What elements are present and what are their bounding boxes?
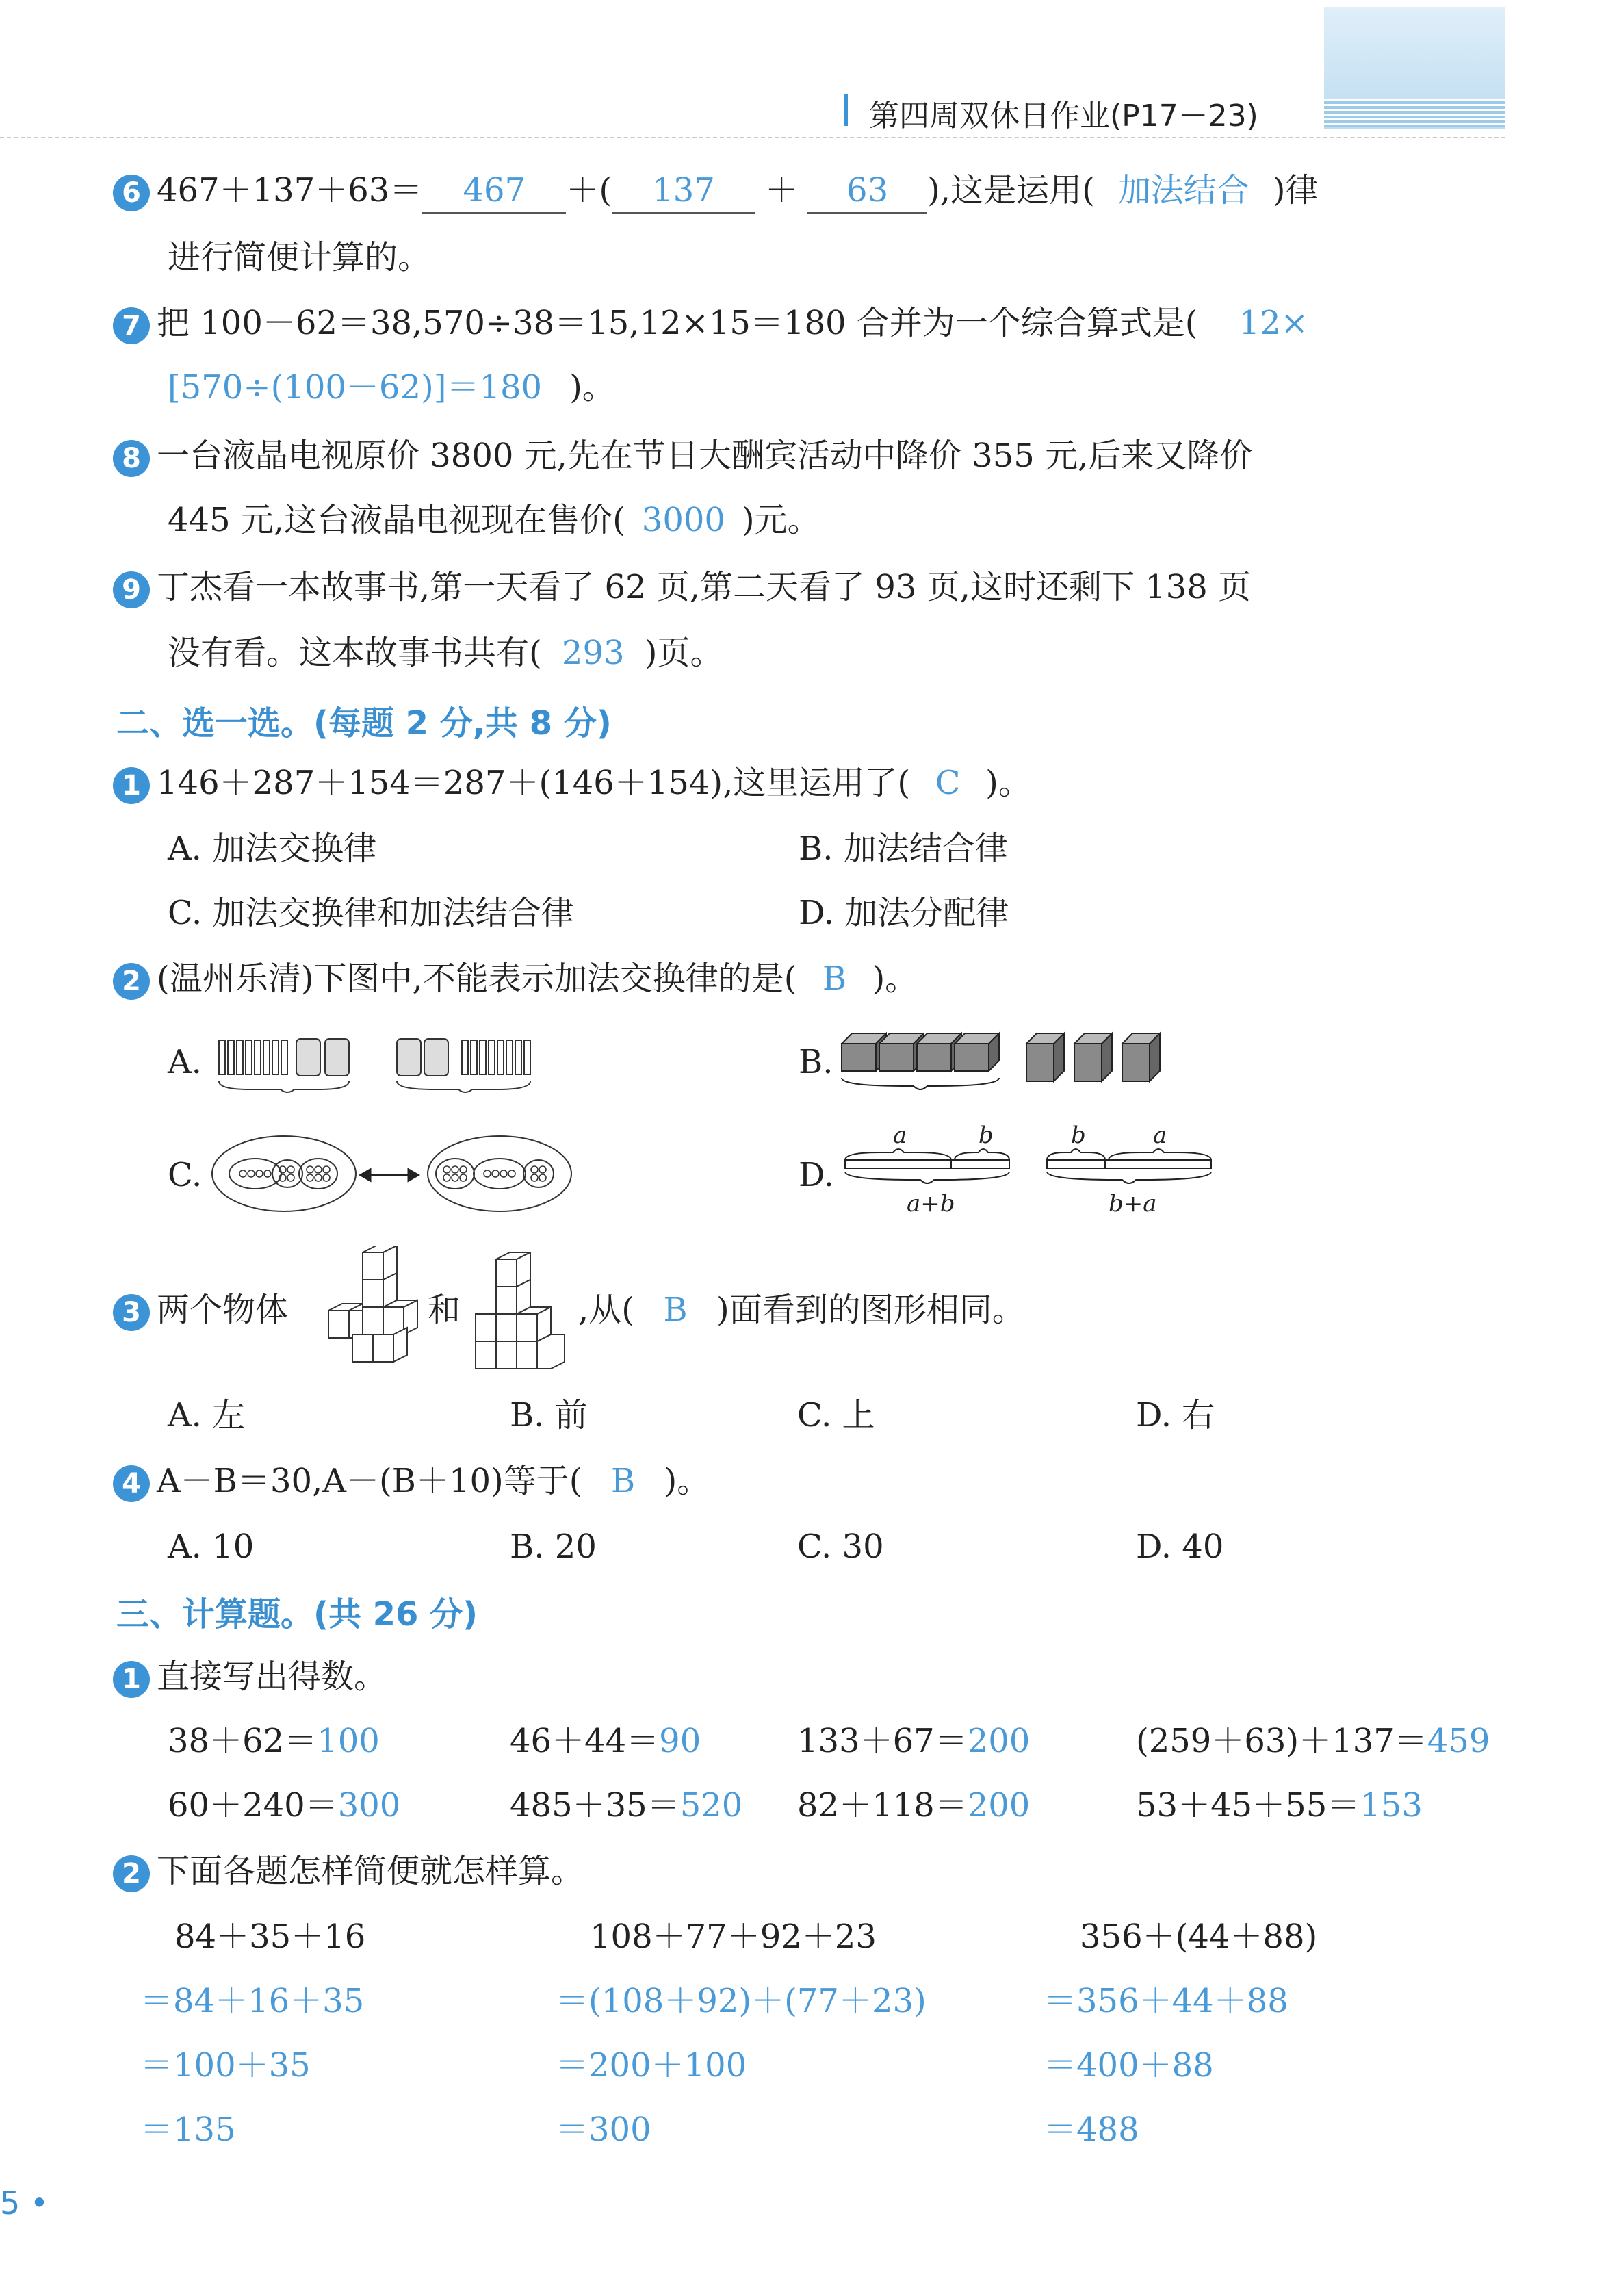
question-number-badge: 6 (113, 175, 150, 211)
header-stripes (1324, 7, 1505, 129)
simplify-step: ＝135 (140, 2111, 236, 2149)
fill-in-q8 (113, 434, 1252, 478)
s2-q4-option-c: C. 30 (797, 1527, 884, 1566)
s2-q3-tail: )面看到的图形相同。 (716, 1291, 1025, 1329)
s2-q3-option-d: D. 右 (1136, 1396, 1215, 1434)
segment-sum-left: a+b (907, 1190, 955, 1217)
q6-mid-1: ＋( (566, 171, 612, 209)
stacked-cubes-object-2 (462, 1252, 578, 1376)
oral-calc-item (1136, 1783, 1423, 1827)
oral-calc-answer: 100 (317, 1722, 380, 1760)
simplify-step: ＝100＋35 (140, 2046, 311, 2085)
s2-q3-mid2: ,从( (578, 1291, 634, 1329)
s3-q2 (113, 1849, 584, 1893)
s2-q3-option-c: C. 上 (797, 1396, 875, 1434)
s3-q1-text: 直接写出得数。 (157, 1657, 387, 1696)
s2-q1-option-c: C. 加法交换律和加法结合律 (168, 894, 574, 932)
s2-q3-mid: 和 (428, 1291, 461, 1329)
question-number-badge: 7 (113, 307, 150, 344)
q6-expr: 467＋137＋63＝ (157, 171, 423, 209)
header-bar-marker (844, 94, 848, 126)
s2-q1-option-d: D. 加法分配律 (799, 894, 1009, 932)
simplify-step: ＝200＋100 (556, 2046, 747, 2085)
question-number-badge: 8 (113, 440, 150, 477)
q7-line-2 (168, 365, 615, 409)
s2-q2-answer: B (822, 959, 847, 998)
q7-answer-part2: [570÷(100－62)]＝180 (168, 368, 543, 407)
s3-q2-text: 下面各题怎样简便就怎样算。 (157, 1852, 584, 1890)
oral-calc-answer: 90 (659, 1722, 701, 1760)
simplify-problem-expr: 84＋35＋16 (174, 1918, 366, 1956)
s2-q3-option-a: A. 左 (168, 1396, 246, 1434)
q7-text: 把 100－62＝38,570÷38＝15,12×15＝180 合并为一个综合算式是( (157, 304, 1198, 342)
oral-calc-item (168, 1719, 380, 1763)
oral-calc-answer: 200 (967, 1786, 1031, 1824)
section-2-title: 二、选一选。(每题 2 分,共 8 分) (116, 704, 612, 743)
s2-q2-label-c: C. (168, 1156, 203, 1194)
question-number-badge: 1 (113, 1661, 150, 1698)
page-number: 5 • (0, 2184, 49, 2221)
q6-answer: 加法结合 (1117, 171, 1249, 209)
question-number-badge: 2 (113, 963, 150, 1000)
oral-calc-answer: 459 (1427, 1722, 1490, 1760)
q9-line-2 (168, 631, 723, 675)
oral-calc-expr: 46＋44＝ (510, 1722, 660, 1760)
segment-sum-right: b+a (1109, 1190, 1157, 1217)
simplify-step: ＝84＋16＋35 (140, 1982, 365, 2020)
q6-tail: )律 (1272, 171, 1319, 209)
simplify-step: ＝488 (1044, 2111, 1139, 2149)
s2-q4-text: A－B＝30,A－(B＋10)等于( (157, 1462, 582, 1500)
s2-q3-rest (578, 1288, 1025, 1332)
pencil-bundles-figure (216, 1027, 558, 1102)
s2-q2-label-d: D. (799, 1156, 835, 1194)
s2-q4-option-a: A. 10 (168, 1527, 255, 1566)
segment-label-b-left: b (979, 1122, 994, 1149)
simplify-problem-expr: 108＋77＋92＋23 (590, 1918, 877, 1956)
oral-calc-expr: 60＋240＝ (168, 1786, 338, 1824)
simplify-problem-expr: 356＋(44＋88) (1080, 1918, 1318, 1956)
oral-calc-expr: (259＋63)＋137＝ (1136, 1722, 1427, 1760)
oral-calc-answer: 153 (1360, 1786, 1423, 1824)
q8-line-1: 一台液晶电视原价 3800 元,先在节日大酬宾活动中降价 355 元,后来又降价 (157, 437, 1253, 475)
segment-label-a-right: a (1153, 1122, 1167, 1149)
q6-mid-3: ),这是运用( (927, 171, 1095, 209)
simplify-step: ＝356＋44＋88 (1044, 1982, 1288, 2020)
question-number-badge: 3 (113, 1294, 150, 1331)
q8-line-2 (168, 498, 820, 542)
q9-line-2-pre: 没有看。这本故事书共有( (168, 634, 542, 672)
s2-q1-option-b: B. 加法结合律 (799, 829, 1008, 868)
oral-calc-answer: 200 (967, 1722, 1031, 1760)
oral-calc-expr: 38＋62＝ (168, 1722, 318, 1760)
segment-label-b-right: b (1071, 1122, 1086, 1149)
q9-line-1: 丁杰看一本故事书,第一天看了 62 页,第二天看了 93 页,这时还剩下 138 页 (157, 568, 1252, 606)
oral-calc-answer: 300 (337, 1786, 401, 1824)
q6-line-2: 进行简便计算的。 (168, 238, 431, 276)
s2-q4-option-d: D. 40 (1136, 1527, 1224, 1566)
line-segments-figure (838, 1122, 1235, 1225)
s3-q1 (113, 1655, 387, 1699)
oral-calc-item (510, 1719, 701, 1763)
oral-calc-item (797, 1719, 1030, 1763)
q6-blank-1: 467 (422, 168, 566, 214)
stacked-cubes-object-1 (322, 1246, 431, 1376)
q9-answer: 293 (561, 634, 625, 672)
s2-q4-answer: B (610, 1462, 636, 1500)
s2-q4-option-b: B. 20 (510, 1527, 597, 1566)
simplify-step: ＝(108＋92)＋(77＋23) (556, 1982, 927, 2020)
s2-q2 (113, 957, 918, 1001)
s2-q3-option-b: B. 前 (510, 1396, 588, 1434)
s2-q2-tail: )。 (872, 959, 918, 998)
question-number-badge: 1 (113, 767, 150, 804)
s2-q1-answer: C (935, 764, 961, 802)
q7-answer-part1: 12× (1239, 304, 1308, 342)
section-3-title: 三、计算题。(共 26 分) (116, 1595, 478, 1634)
s2-q2-text: (温州乐清)下图中,不能表示加法交换律的是( (157, 959, 797, 998)
oral-calc-item (797, 1783, 1030, 1827)
oral-calc-item (168, 1783, 400, 1827)
s2-q4 (113, 1459, 710, 1503)
fill-in-q6 (113, 168, 1319, 214)
oral-calc-expr: 133＋67＝ (797, 1722, 968, 1760)
oral-calc-expr: 82＋118＝ (797, 1786, 968, 1824)
question-number-badge: 4 (113, 1465, 150, 1502)
s2-q3-text: 两个物体 (157, 1291, 289, 1329)
s2-q1 (113, 761, 1031, 805)
fill-in-q7 (113, 301, 1308, 345)
oral-calc-expr: 485＋35＝ (510, 1786, 680, 1824)
question-number-badge: 9 (113, 571, 150, 608)
s2-q2-label-a: A. (168, 1043, 202, 1081)
q8-line-2-post: )元。 (741, 501, 820, 539)
q9-line-2-post: )页。 (644, 634, 723, 672)
oral-calc-item (510, 1783, 742, 1827)
oral-calc-expr: 53＋45＋55＝ (1136, 1786, 1360, 1824)
fill-in-q9 (113, 565, 1251, 609)
oral-calc-item (1136, 1719, 1490, 1763)
simplify-step: ＝400＋88 (1044, 2046, 1214, 2085)
question-number-badge: 2 (113, 1855, 150, 1892)
s2-q1-option-a: A. 加法交换律 (168, 829, 377, 868)
s2-q1-tail: )。 (985, 764, 1031, 802)
oral-calc-answer: 520 (679, 1786, 743, 1824)
q6-blank-2: 137 (612, 168, 755, 214)
q6-blank-3: 63 (807, 168, 927, 214)
s2-q2-label-b: B. (799, 1043, 833, 1081)
s2-q3 (113, 1288, 288, 1332)
q8-line-2-pre: 445 元,这台液晶电视现在售价( (168, 501, 625, 539)
q7-tail: )。 (569, 368, 615, 407)
s2-q1-text: 146＋287＋154＝287＋(146＋154),这里运用了( (157, 764, 911, 802)
s2-q3-answer: B (663, 1291, 688, 1329)
page-header-title: 第四周双休日作业(P17－23) (869, 99, 1258, 133)
q6-mid-2: ＋ (765, 171, 799, 209)
segment-label-a-left: a (893, 1122, 907, 1149)
s2-q4-tail: )。 (664, 1462, 710, 1500)
cube-blocks-figure (838, 1023, 1221, 1098)
header-dashed-rule (0, 137, 1505, 138)
simplify-step: ＝300 (556, 2111, 651, 2149)
grouped-dots-ovals-figure (209, 1133, 578, 1218)
q8-answer: 3000 (641, 501, 725, 539)
